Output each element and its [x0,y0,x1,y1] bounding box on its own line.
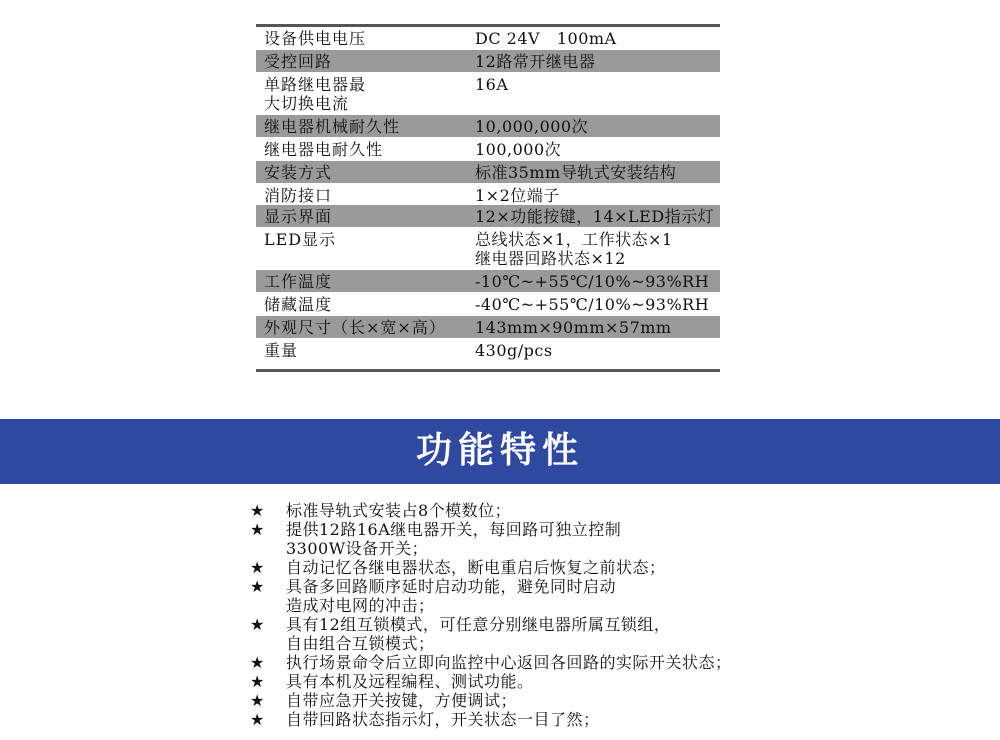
spec-label: 工作温度 [264,272,333,291]
spec-label: 受控回路 [264,52,333,71]
spec-value: 标准35mm导轨式安装结构 [475,163,677,182]
spec-label: 重量 [264,341,299,360]
spec-value: 总线状态×1，工作状态×1 继电器回路状态×12 [475,230,673,268]
section-banner [0,419,1000,484]
feature-item [250,558,810,577]
spec-value: 10,000,000次 [475,117,589,136]
feature-list [250,501,810,729]
spec-row [256,316,720,339]
star-icon: ★ [250,520,265,539]
spec-label: 显示界面 [264,207,333,226]
feature-text: 造成对电网的冲击； [286,596,435,615]
feature-text: 具有本机及远程编程、测试功能。 [286,672,534,691]
spec-row [256,205,720,228]
spec-value: 12路常开继电器 [475,52,596,71]
feature-item [250,710,810,729]
spec-value: DC 24V 100mA [475,29,617,48]
feature-text: 自带应急开关按键，方便调试； [286,691,518,710]
feature-text: 自动记忆各继电器状态，断电重启后恢复之前状态； [286,558,666,577]
feature-text: 具有12组互锁模式，可任意分别继电器所属互锁组， [286,615,671,634]
feature-item [250,501,810,520]
spec-value: 143mm×90mm×57mm [475,318,672,337]
feature-text: 执行场景命令后立即向监控中心返回各回路的实际开关状态； [286,653,732,672]
star-icon: ★ [250,615,265,634]
spec-label: 外观尺寸（长×宽×高） [264,318,446,337]
spec-table [256,24,720,372]
feature-item [250,520,810,558]
spec-value: 12×功能按键，14×LED指示灯 [475,207,715,226]
section-title: 功能特性 [415,430,584,471]
star-icon: ★ [250,710,265,729]
spec-value: -10℃~+55℃/10%~93%RH [475,272,710,291]
spec-label: 继电器电耐久性 [264,140,384,159]
feature-item [250,672,810,691]
spec-label: 安装方式 [264,163,333,182]
feature-item [250,615,810,653]
star-icon: ★ [250,558,265,577]
feature-text: 标准导轨式安装占8个模数位； [286,501,512,520]
spec-value: -40℃~+55℃/10%~93%RH [475,295,710,314]
star-icon: ★ [250,672,265,691]
spec-label: 单路继电器最 大切换电流 [264,75,367,113]
spec-row [256,50,720,73]
spec-row [256,115,720,138]
spec-row [256,184,720,205]
spec-value: 100,000次 [475,140,562,159]
spec-label: 储藏温度 [264,295,333,314]
spec-value: 1×2位端子 [475,186,560,205]
star-icon: ★ [250,691,265,710]
spec-row [256,138,720,161]
spec-value: 430g/pcs [475,341,553,360]
spec-value: 16A [475,75,509,94]
star-icon: ★ [250,501,265,520]
feature-text: 3300W设备开关； [286,539,429,558]
feature-text: 提供12路16A继电器开关，每回路可独立控制 [286,520,622,539]
spec-label: 设备供电电压 [264,29,367,48]
spec-row [256,270,720,293]
feature-item [250,577,810,615]
spec-row [256,27,720,50]
spec-row [256,73,720,115]
spec-row [256,339,720,369]
spec-label: 消防接口 [264,186,333,205]
feature-item [250,653,810,672]
star-icon: ★ [250,653,265,672]
feature-text: 自带回路状态指示灯，开关状态一目了然； [286,710,600,729]
feature-text: 具备多回路顺序延时启动功能，避免同时启动 [286,577,617,596]
spec-label: LED显示 [264,230,337,249]
spec-row [256,293,720,316]
feature-item [250,691,810,710]
spec-label: 继电器机械耐久性 [264,117,401,136]
spec-row [256,228,720,270]
feature-text: 自由组合互锁模式； [286,634,435,653]
spec-row [256,161,720,184]
star-icon: ★ [250,577,265,596]
